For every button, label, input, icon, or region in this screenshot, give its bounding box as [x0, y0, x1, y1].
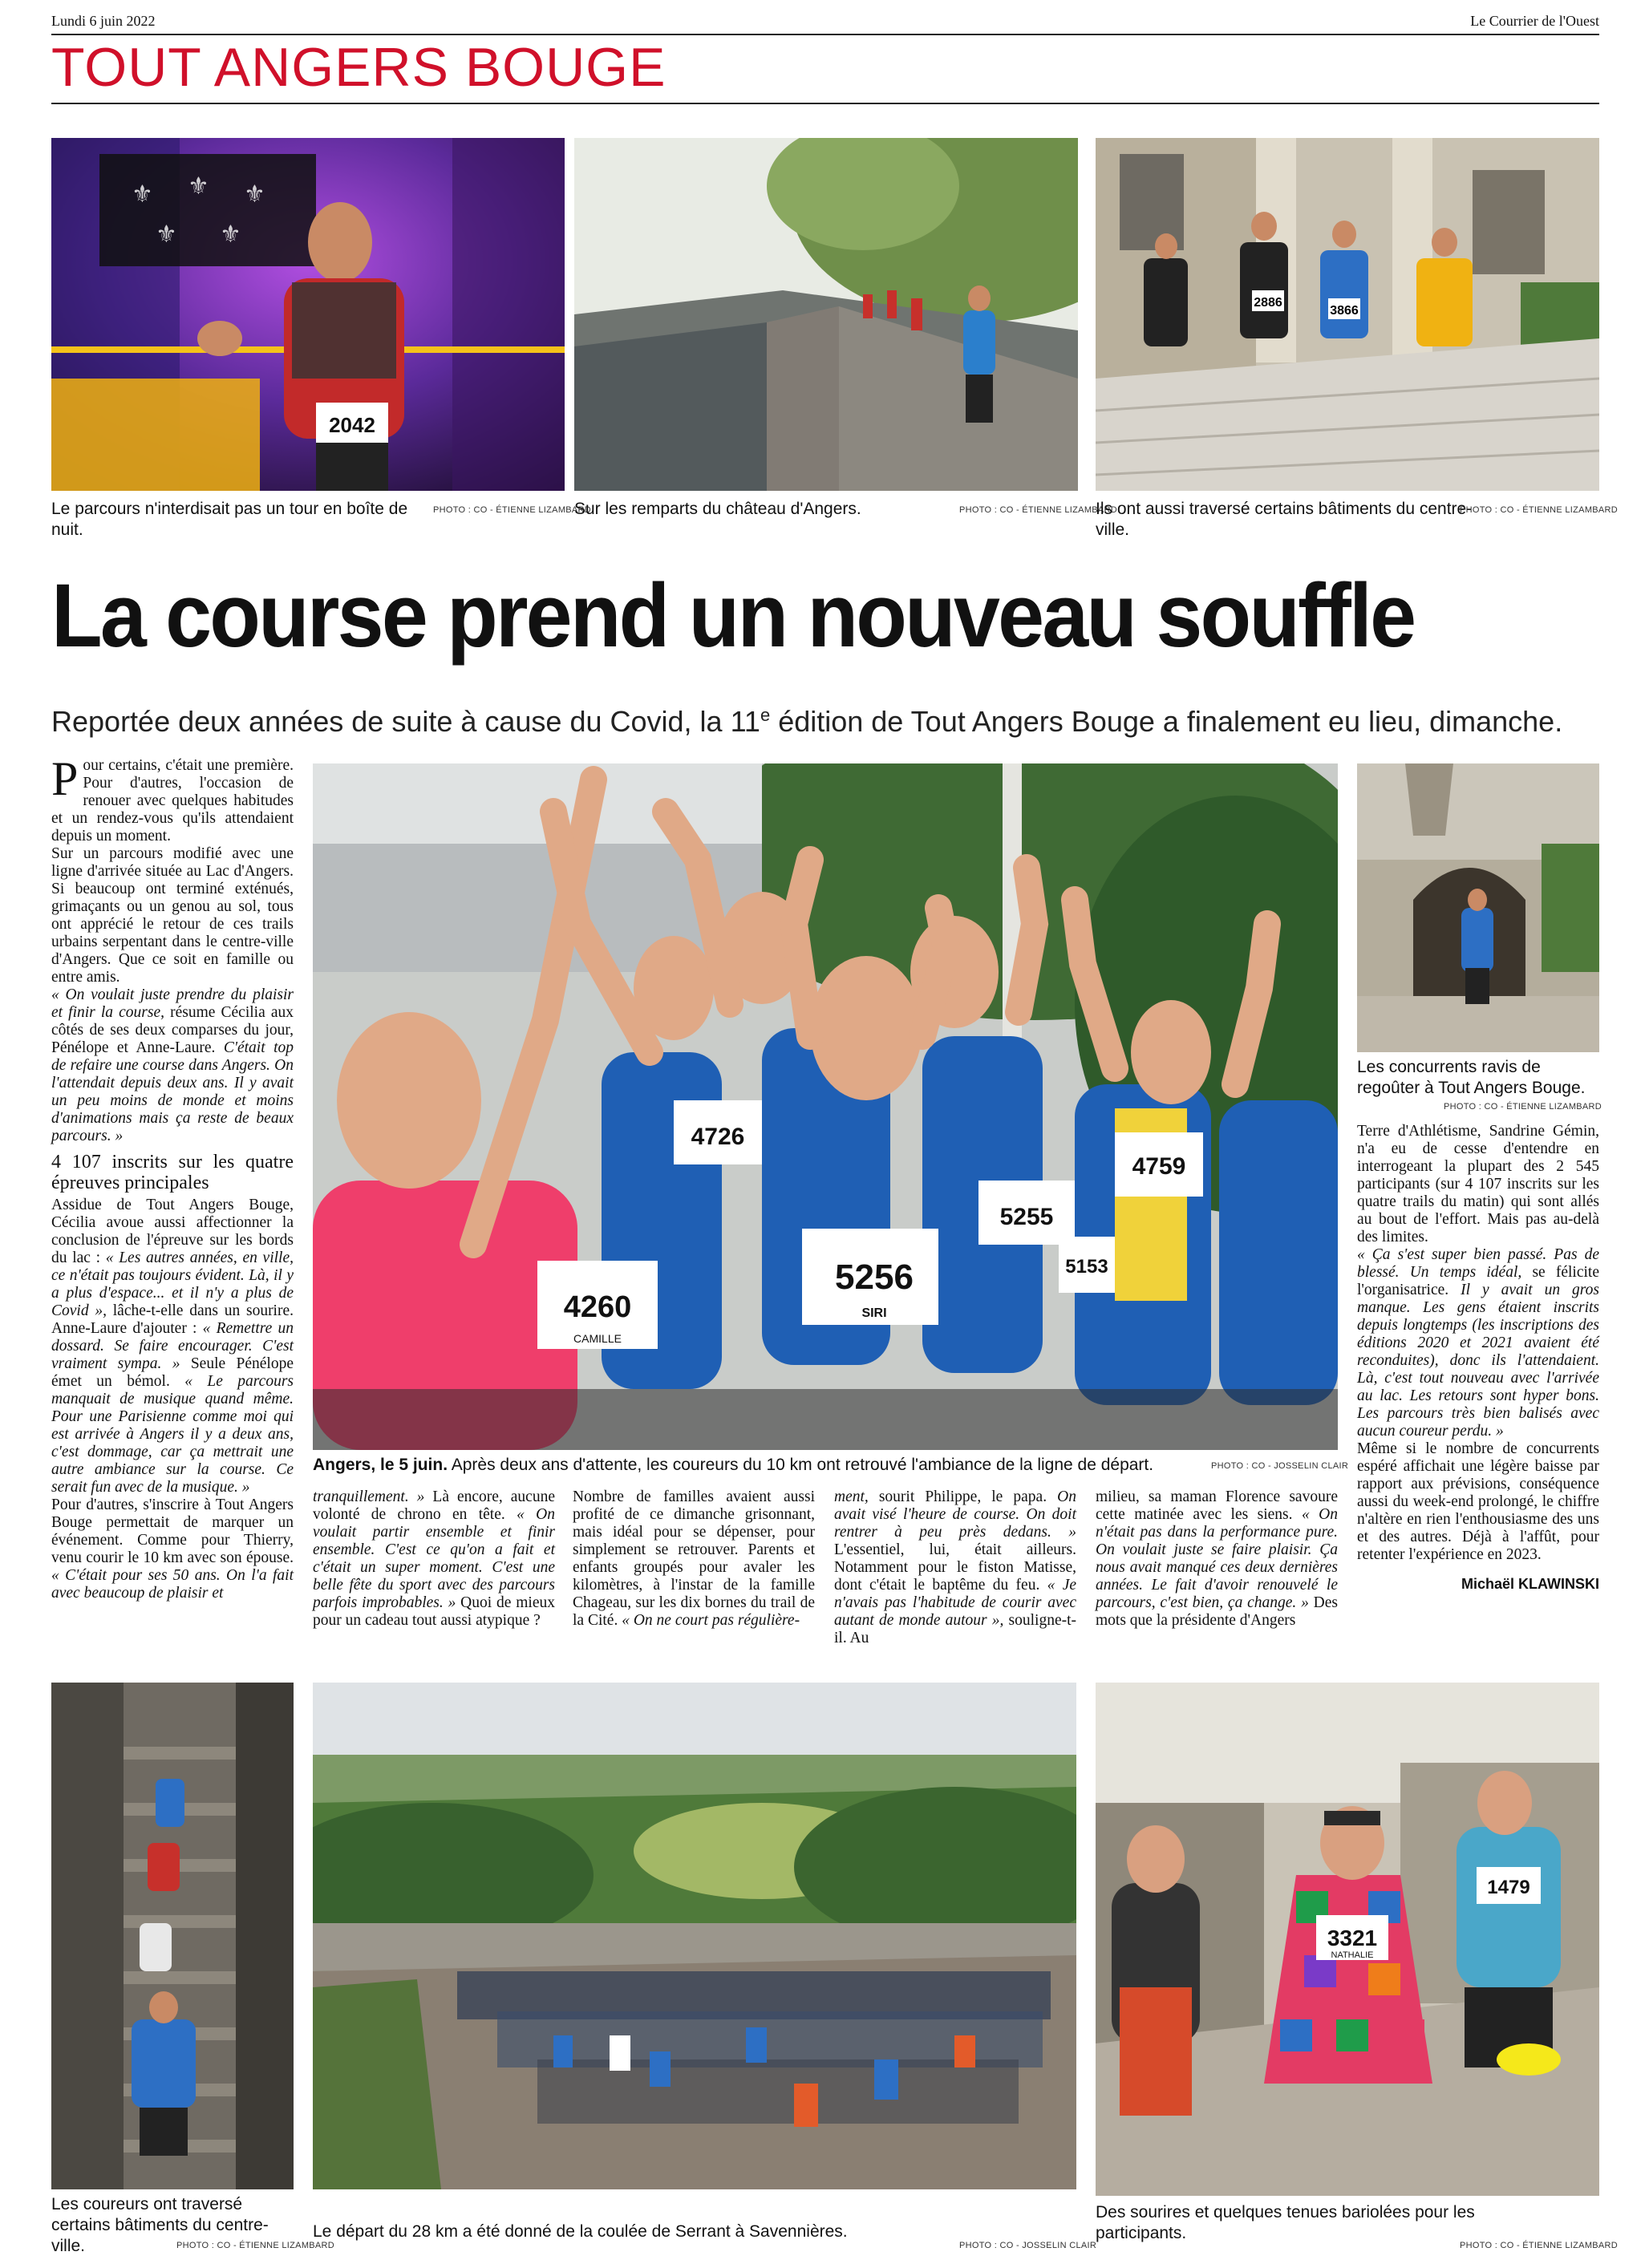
- paragraph: milieu, sa maman Florence savoure cette matinée avec les siens. « On n'était pas dans la performance pure. On voulait juste se faire plaisir. Ça nous avait manqué ces deux dernières années. Le fait d'avoir renouvelé le parcours, c'est bien, ça change. » Des mots que la présidente d'Angers: [1096, 1488, 1338, 1629]
- section-title: TOUT ANGERS BOUGE: [51, 37, 666, 98]
- bib-number: 4726: [691, 1124, 745, 1150]
- paragraph: Sur un parcours modifié avec une ligne d'arrivée située au Lac d'Angers. Si beaucoup ont terminé exténués, grimaçants ou un genou au sol, tous ont apprécié le retour de ces trails urbains serpentant dans le centre-ville d'Angers. Que ce soit en famille ou entre amis.: [51, 845, 294, 986]
- paragraph: Terre d'Athlétisme, Sandrine Gémin, n'a eu de cesse d'entendre en interrogeant la plupart des 2 545 participants (sur 4 107 inscrits sur les quatre trails du matin) qui sont allés au bout de l'effort. Mais pas au-delà des limites.: [1357, 1123, 1599, 1245]
- paragraph: tranquillement. » Là encore, aucune volonté de chrono en tête. « On voulait partir ensemble et finir ensemble. C'est ce qu'on a fait et c'était un super moment. C'est une belle fête du sport avec des parcours parfois improbables. » Quoi de mieux pour un cadeau tout aussi atypique ?: [313, 1488, 555, 1629]
- credit-colorful-runners: PHOTO : CO - ÉTIENNE LIZAMBARD: [1460, 2241, 1619, 2250]
- article-col-1: [51, 752, 294, 1602]
- photo-side-gate: [1357, 763, 1599, 1052]
- drop-cap: P: [51, 752, 79, 805]
- credit-ramparts: PHOTO : CO - ÉTIENNE LIZAMBARD: [959, 505, 1118, 515]
- photo-stairs: [51, 1683, 294, 2189]
- paragraph: ment, sourit Philippe, le papa. On avait visé l'heure de course. On doit rentrer à peu près dedans. » L'essentiel, lui, était ailleurs. Notamment pour le fiston Matisse, dont c'était le baptême du feu. « Je n'avais pas l'habitude de courir avec autant de monde autour », souligne-t-il. Au: [834, 1488, 1077, 1646]
- bib-number: 5255: [999, 1204, 1054, 1230]
- credit-main-photo: PHOTO : CO - JOSSELIN CLAIR: [1211, 1461, 1349, 1471]
- bib-number: 3866: [1330, 304, 1359, 318]
- svg-text:⚜: ⚜: [220, 221, 241, 248]
- paragraph: Même si le nombre de concurrents espéré affichait une légère baisse par rapport aux prévisions, conséquence aussi du week-end prolongé, le chiffre n'altère en rien l'enthousiasme des uns et des autres. Déjà à l'affût, pour retenter l'expérience en 2023.: [1357, 1440, 1599, 1563]
- bib-number: 2886: [1254, 296, 1282, 310]
- article-subhead: 4 107 inscrits sur les quatre épreuves principales: [51, 1152, 294, 1193]
- photo-vineyard: [313, 1683, 1076, 2189]
- bib-number: 4260: [563, 1290, 632, 1324]
- paragraph: « Ça s'est super bien passé. Pas de blessé. Un temps idéal, se félicite l'organisatrice. Il y avait un gros manque. Les gens étaient inscrits depuis longtemps (les inscriptions des éditions 2020 et 2021 avaient été reconduites), donc ils l'attendaient. Là, c'est tout nouveau avec l'arrivée au lac. Les retours sont hyper bons. Les parcours très bien balisés avec aucun coureur perdu. »: [1357, 1246, 1599, 1440]
- caption-colorful-runners: Des sourires et quelques tenues bariolées pour les participants.: [1096, 2203, 1475, 2242]
- paragraph: Nombre de familles avaient aussi profité de ce dimanche grisonnant, mais idéal pour se dépenser, pour simplement se retrouver. Parents et enfants groupés pour avaler les kilomètres, à l'instar de la famille Chageau, sur les dix bornes du trail de la Cité. « On ne court pas régulière-: [573, 1488, 815, 1629]
- caption-vineyard: Le départ du 28 km a été donné de la coulée de Serrant à Savennières.: [313, 2222, 848, 2241]
- article-col-4: [834, 1488, 1076, 1647]
- paragraph: Pour d'autres, s'inscrire à Tout Angers Bouge permettait de marquer un événement. Comme pour Thierry, venu courir le 10 km avec son épouse. « C'était pour ses 50 ans. On l'a fait avec beaucoup de plaisir et: [51, 1496, 294, 1602]
- svg-text:⚜: ⚜: [156, 221, 177, 248]
- paragraph: « On voulait juste prendre du plaisir et finir la course, résume Cécilia aux côtés de ses deux comparses du jour, Pénélope et Anne-Laure. C'était top de refaire une course dans Angers. On l'attendait depuis deux ans. Il y avait un peu moins de monde et moins d'animations mais ça reste de beaux parcours. »: [51, 986, 294, 1144]
- article-col-6: [1357, 1123, 1599, 1593]
- paragraph: Pour certains, c'était une première. Pour d'autres, l'occasion de renouer avec quelques habitudes et un rendez-vous qu'ils attendaient depuis un moment.: [51, 752, 294, 844]
- newspaper-name: Le Courrier de l'Ouest: [1470, 13, 1599, 29]
- header-rule-top: [51, 34, 1599, 35]
- photo-colorful-runners: [1096, 1683, 1599, 2196]
- caption-nightclub: Le parcours n'interdisait pas un tour en boîte de nuit.: [51, 500, 408, 539]
- bib-number: 4759: [1132, 1153, 1186, 1180]
- bib-name: CAMILLE: [573, 1332, 622, 1345]
- caption-main-photo: [313, 1455, 1195, 1476]
- paragraph: Assidue de Tout Angers Bouge, Cécilia avoue aussi affectionner la conclusion de l'épreuve sur les bords du lac : « Les autres années, en ville, ce n'était pas toujours évident. Là, il y a plus d'espace... et il n'y a plus de Covid », lâche-t-elle dans un sourire. Anne-Laure d'ajouter : « Remettre un dossard. Se faire encourager. C'est vraiment sympa. » Seule Pénélope émet un bémol. « Le parcours manquait de musique quand même. Pour une Parisienne comme moi qui est arrivée à Angers il y a deux ans, c'est dommage, car ça mettrait une autre ambiance sur la course. Ce serait fun avec de la musique. »: [51, 1197, 294, 1496]
- photo-nightclub: [51, 138, 565, 491]
- caption-buildings: Ils ont aussi traversé certains bâtiments du centre-ville.: [1096, 500, 1473, 539]
- standfirst-part2: édition de Tout Angers Bouge a finalement eu lieu, dimanche.: [770, 705, 1563, 738]
- page-date: Lundi 6 juin 2022: [51, 13, 156, 29]
- standfirst: [51, 698, 1607, 739]
- bib-number: 5256: [835, 1258, 914, 1297]
- standfirst-ordinal: e: [760, 705, 771, 725]
- caption-text: Après deux ans d'attente, les coureurs du 10 km ont retrouvé l'ambiance de la ligne de départ.: [448, 1456, 1154, 1474]
- caption-stairs: Les coureurs ont traversé certains bâtiments du centre-ville.: [51, 2195, 269, 2255]
- bib-name: SIRI: [861, 1306, 887, 1320]
- svg-text:⚜: ⚜: [244, 181, 265, 208]
- credit-vineyard: PHOTO : CO - JOSSELIN CLAIR: [959, 2241, 1097, 2250]
- credit-side-gate: PHOTO : CO - ÉTIENNE LIZAMBARD: [1444, 1102, 1602, 1112]
- credit-buildings: PHOTO : CO - ÉTIENNE LIZAMBARD: [1460, 505, 1619, 515]
- photo-ramparts: [574, 138, 1078, 491]
- credit-nightclub: PHOTO : CO - ÉTIENNE LIZAMBARD: [433, 505, 592, 515]
- headline: La course prend un nouveau souffle: [51, 565, 1415, 666]
- bib-number: 5153: [1065, 1256, 1108, 1278]
- author-byline: Michaël KLAWINSKI: [1461, 1576, 1599, 1592]
- photo-main-start-line: [313, 763, 1338, 1450]
- standfirst-part1: Reportée deux années de suite à cause du Covid, la 11: [51, 705, 760, 738]
- photo-buildings: [1096, 138, 1599, 491]
- article-col-2: [313, 1488, 555, 1630]
- svg-text:⚜: ⚜: [188, 173, 209, 200]
- article-col-5: [1096, 1488, 1338, 1630]
- credit-stairs: PHOTO : CO - ÉTIENNE LIZAMBARD: [176, 2241, 335, 2250]
- svg-text:⚜: ⚜: [132, 181, 153, 208]
- bib-name: NATHALIE: [1331, 1950, 1374, 1960]
- bib-number: 2042: [329, 413, 375, 437]
- header-rule-bottom: [51, 103, 1599, 104]
- bib-number: 1479: [1487, 1877, 1530, 1898]
- bib-number: 3321: [1327, 1926, 1378, 1950]
- caption-place-date: Angers, le 5 juin.: [313, 1456, 448, 1474]
- caption-side-gate: Les concurrents ravis de regoûter à Tout Angers Bouge.: [1357, 1058, 1586, 1097]
- article-col-3: [573, 1488, 815, 1630]
- caption-ramparts: Sur les remparts du château d'Angers.: [574, 500, 861, 518]
